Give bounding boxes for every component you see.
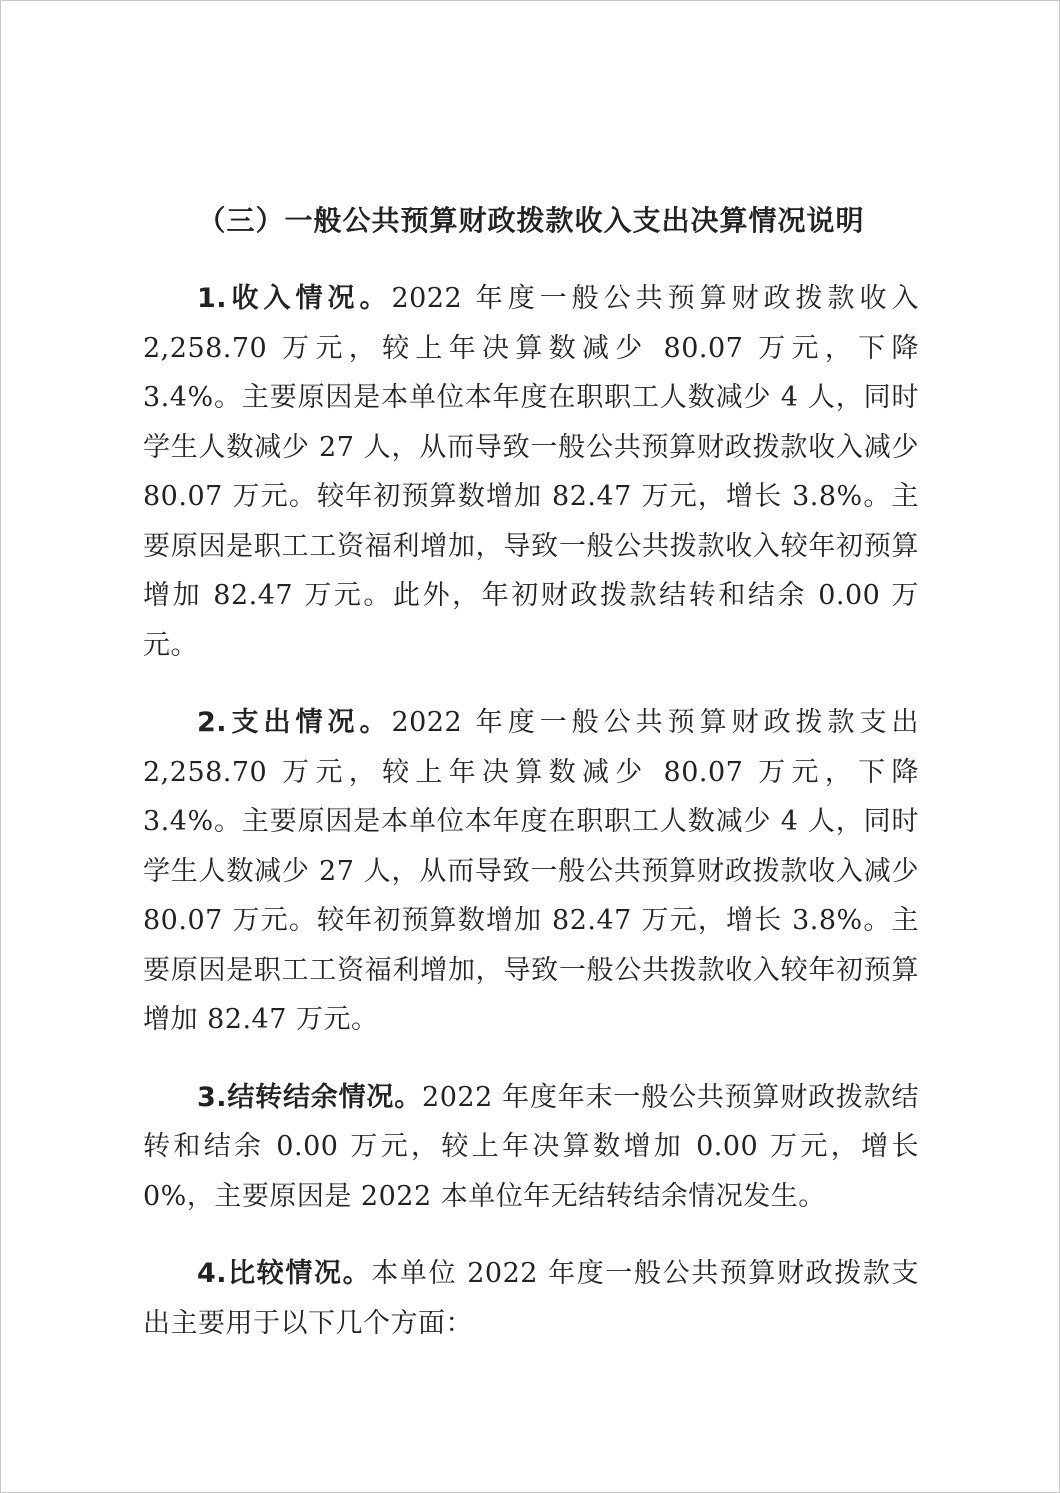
paragraph-income	[143, 274, 919, 670]
paragraph-heading-carryover: 3.结转结余情况。	[197, 1081, 423, 1113]
paragraph-heading-expenditure: 2.支出情况。	[197, 707, 392, 738]
paragraph-heading-income: 1.收入情况。	[197, 283, 392, 314]
paragraph-text-expenditure: 2022 年度一般公共预算财政拨款支出 2,258.70 万元，较上年决算数减少 80.07 万元，下降 3.4%。主要原因是本单位本年度在职职工人数减少 4 人，同时学生人数减少 27 人，从而导致一般公共预算财政拨款收入减少 80.07 万元。较年初预算数增加 82.47 万元，增长 3.8%。主要原因是职工工资福利增加，导致一般公共拨款收入较年初预算增加 82.47 万元。	[143, 707, 920, 1035]
paragraph-comparison	[143, 1249, 919, 1348]
paragraph-text-carryover: 2022 年度年末一般公共预算财政拨款结转和结余 0.00 万元，较上年决算数增加 0.00 万元，增长 0%，主要原因是 2022 本单位年无结转结余情况发生。	[143, 1081, 920, 1212]
document-content	[143, 196, 919, 1376]
paragraph-text-income: 2022 年度一般公共预算财政拨款收入 2,258.70 万元，较上年决算数减少 80.07 万元，下降 3.4%。主要原因是本单位本年度在职职工人数减少 4 人，同时学生人数减少 27 人，从而导致一般公共预算财政拨款收入减少 80.07 万元。较年初预算数增加 82.47 万元，增长 3.8%。主要原因是职工工资福利增加，导致一般公共拨款收入较年初预算增加 82.47 万元。此外，年初财政拨款结转和结余 0.00 万元。	[143, 283, 920, 661]
paragraph-expenditure	[143, 698, 919, 1045]
paragraph-carryover	[143, 1073, 919, 1222]
paragraph-text-comparison: 本单位 2022 年度一般公共预算财政拨款支出主要用于以下几个方面：	[143, 1258, 919, 1339]
paragraph-heading-comparison: 4.比较情况。	[197, 1258, 372, 1289]
section-title: （三）一般公共预算财政拨款收入支出决算情况说明	[197, 204, 865, 237]
